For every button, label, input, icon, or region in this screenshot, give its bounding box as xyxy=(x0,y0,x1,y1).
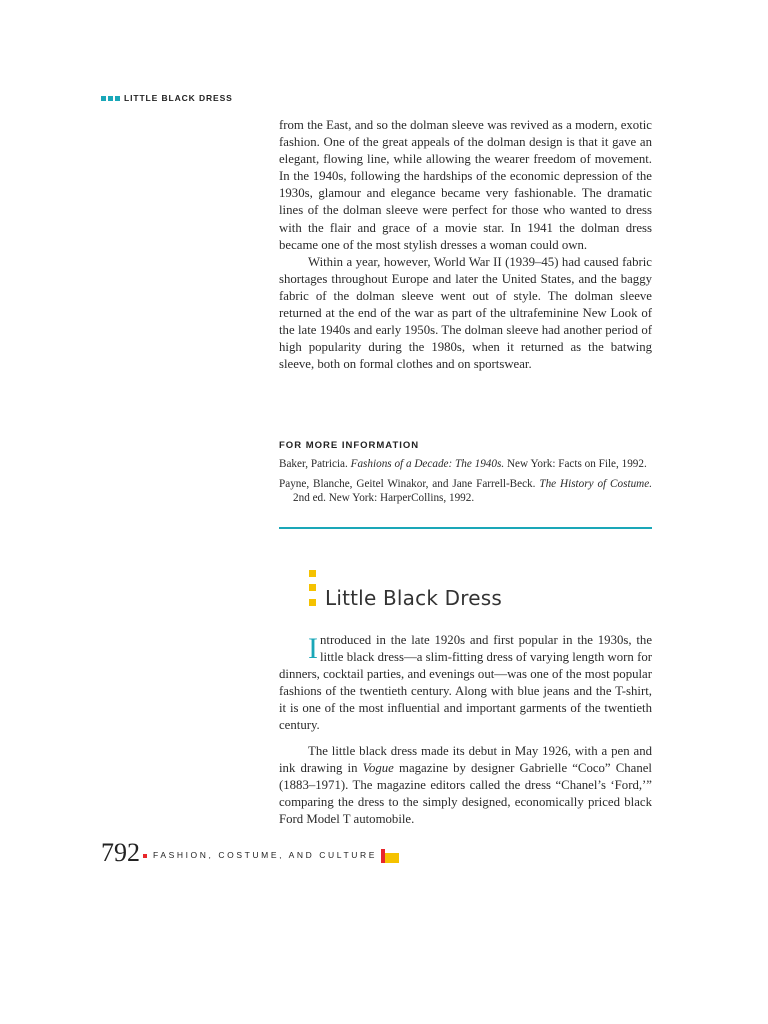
entry-paragraph-text: The little black dress made its debut in May 1926, with a pen and ink drawing in xyxy=(279,743,652,775)
reference-entry xyxy=(279,457,652,471)
running-head-square-icon xyxy=(101,96,106,101)
footer-square-icon xyxy=(143,854,147,858)
reference-publisher: 2nd ed. New York: HarperCollins, 1992. xyxy=(293,492,475,505)
more-information-section xyxy=(279,440,652,512)
page-footer xyxy=(101,840,399,866)
previous-entry-body xyxy=(279,117,652,373)
running-head-square-icon xyxy=(115,96,120,101)
entry-paragraph xyxy=(279,743,652,828)
entry-marker-icon xyxy=(309,570,316,577)
reference-title: The History of Costume. xyxy=(539,478,653,491)
entry-title: Little Black Dress xyxy=(325,586,502,610)
entry-marker-icon xyxy=(309,599,316,606)
reference-entry xyxy=(279,477,652,505)
section-divider xyxy=(279,527,652,529)
running-head-square-icon xyxy=(108,96,113,101)
more-information-heading: FOR MORE INFORMATION xyxy=(279,440,420,451)
page-number: 792 xyxy=(101,838,140,867)
entry-paragraph-text: ntroduced in the late 1920s and first popular in the 1930s, the little black dress—a slim-fitting dress of varying length worn for dinners, cocktail parties, and evenings out—was one of the most popular fashions of the twentieth century. Along with blue jeans and the T-shirt, it is one of the most influential and important garments of the twentieth century. xyxy=(279,633,652,733)
entry-paragraph-text: magazine by designer Gabrielle “Coco” Chanel (1883–1971). The magazine editors called the dress “Chanel’s ‘Ford,’” comparing the dress to the simply designed, economically priced black Ford Model T automobile. xyxy=(279,760,652,826)
body-paragraph: from the East, and so the dolman sleeve was revived as a modern, exotic fashion. One of the great appeals of the dolman design is that it gave an elegant, flowing line, while allowing the wearer freedom of movement. In the 1940s, following the hardships of the economic depression of the 1930s, glamour and elegance became very fashionable. The dramatic lines of the dolman sleeve were perfect for those who wanted to dress with the flair and grace of a movie star. In 1941 the dolman dress became one of the most stylish dresses a woman could own. xyxy=(279,118,652,252)
entry-marker-icon xyxy=(309,584,316,591)
reference-title: Fashions of a Decade: The 1940s. xyxy=(350,458,505,470)
reference-author: Baker, Patricia. xyxy=(279,458,351,470)
reference-author: Payne, Blanche, Geitel Winakor, and Jane Farrell-Beck. xyxy=(279,478,540,491)
running-head-text: LITTLE BLACK DRESS xyxy=(124,93,233,103)
running-head xyxy=(101,93,233,103)
body-paragraph: Within a year, however, World War II (1939–45) had caused fabric shortages throughout Europe and later the United States, and the baggy fabric of the dolman sleeve went out of style. The dolman sleeve returned at the end of the war as part of the ultrafeminine New Look of the late 1940s and early 1950s. The dolman sleeve had another period of high popularity during the 1980s, when it returned as the batwing sleeve, both on formal clothes and on sportswear. xyxy=(279,254,652,372)
entry-paragraph xyxy=(279,632,652,735)
entry-body xyxy=(279,632,652,828)
reference-publisher: New York: Facts on File, 1992. xyxy=(504,458,647,470)
footer-yellow-bar-icon xyxy=(385,853,399,863)
magazine-title: Vogue xyxy=(362,760,394,775)
drop-cap: I xyxy=(308,632,318,665)
footer-book-title: FASHION, COSTUME, AND CULTURE xyxy=(153,850,378,860)
